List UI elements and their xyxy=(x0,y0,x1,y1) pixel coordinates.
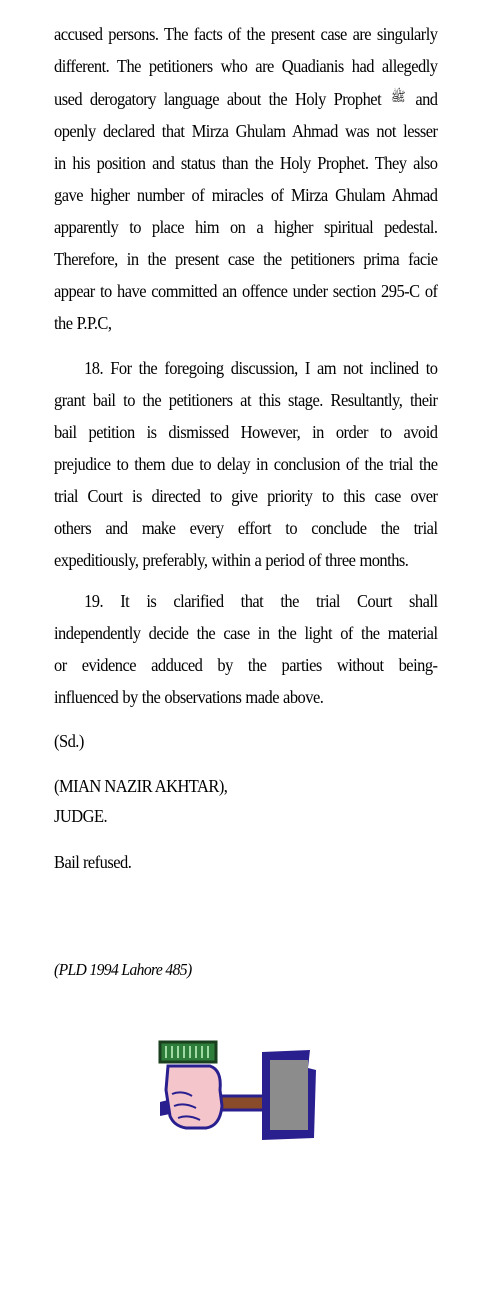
text-line: different. The petitioners who are Quadianis had allegedly xyxy=(54,56,438,76)
pbuh-symbol: ﷺ xyxy=(390,90,406,105)
text-fragment: used derogatory language about the Holy Prophet xyxy=(54,89,382,109)
text-line: influenced by the observations made above. xyxy=(54,687,324,707)
judge-title: JUDGE. xyxy=(54,806,108,826)
text-line: apparently to place him on a higher spiritual pedestal. xyxy=(54,217,438,237)
result-text: Bail refused. xyxy=(54,852,132,872)
text-fragment: and xyxy=(415,89,438,109)
judge-name: (MIAN NAZIR AKHTAR), xyxy=(54,776,228,796)
text-line: the P.P.C, xyxy=(54,313,112,333)
text-line: Therefore, in the present case the petitioners prima facie xyxy=(54,249,438,269)
text-line: 18. For the foregoing discussion, I am not inclined to xyxy=(84,358,438,378)
gavel-in-hand-icon xyxy=(150,1030,340,1150)
paragraph-continuation xyxy=(54,18,438,339)
text-line: grant bail to the petitioners at this stage. Resultantly, their xyxy=(54,390,438,410)
paragraph-19 xyxy=(54,585,438,713)
text-line: accused persons. The facts of the present case are singularly xyxy=(54,24,438,44)
text-line: bail petition is dismissed However, in order to avoid xyxy=(54,422,438,442)
text-line: 19. It is clarified that the trial Court shall xyxy=(84,591,438,611)
text-line: trial Court is directed to give priority to this case over xyxy=(54,486,438,506)
text-line: appear to have committed an offence under section 295-C of xyxy=(54,281,438,301)
text-line xyxy=(54,82,438,115)
citation: (PLD 1994 Lahore 485) xyxy=(54,960,192,979)
text-line: others and make every effort to conclude the trial xyxy=(54,518,438,538)
paragraph-18 xyxy=(54,352,438,576)
text-line: gave higher number of miracles of Mirza Ghulam Ahmad xyxy=(54,185,438,205)
text-line: prejudice to them due to delay in conclusion of the trial the xyxy=(54,454,438,474)
text-line: openly declared that Mirza Ghulam Ahmad was not lesser xyxy=(54,121,438,141)
text-line: independently decide the case in the light of the material xyxy=(54,623,438,643)
text-line: expeditiously, preferably, within a period of three months. xyxy=(54,550,409,570)
signature-sd: (Sd.) xyxy=(54,731,84,751)
text-line: or evidence adduced by the parties without being- xyxy=(54,655,438,675)
text-line: in his position and status than the Holy Prophet. They also xyxy=(54,153,438,173)
